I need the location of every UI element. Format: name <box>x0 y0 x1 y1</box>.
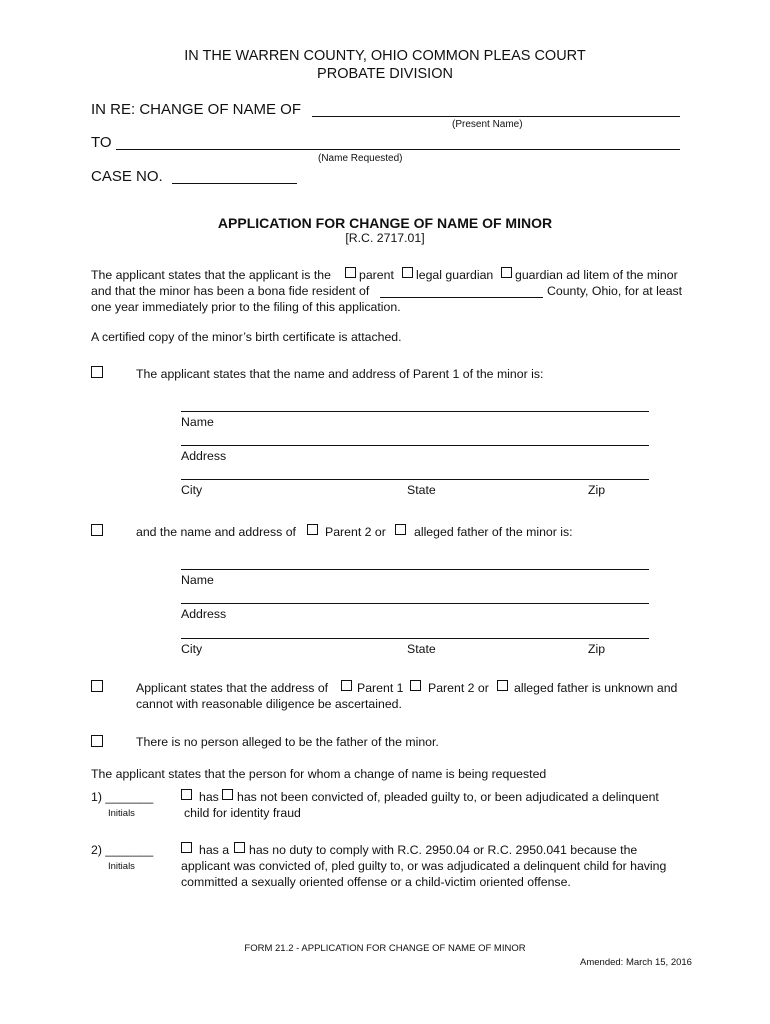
alleged-father-option-label: alleged father of the minor is: <box>414 525 573 539</box>
parent1-checkbox[interactable] <box>91 366 103 378</box>
unknown-parent1-checkbox[interactable] <box>341 680 352 691</box>
parent1-city-label: City <box>181 483 203 497</box>
item2-line2: applicant was convicted of, pled guilty to, or was adjudicated a delinquent child for having <box>181 859 667 873</box>
guardian-ad-litem-option-label: guardian ad litem of the minor <box>515 268 678 282</box>
intro-line1: The applicant states that the applicant is the <box>91 268 331 282</box>
no-father-checkbox[interactable] <box>91 735 103 747</box>
item1-has-label: has <box>199 790 219 804</box>
parent1-address-field[interactable] <box>181 445 649 446</box>
item1-initials-label: Initials <box>108 808 135 819</box>
item2-has-no-checkbox[interactable] <box>234 842 245 853</box>
legal-guardian-checkbox[interactable] <box>402 267 413 278</box>
document-title: APPLICATION FOR CHANGE OF NAME OF MINOR <box>217 215 553 231</box>
item2-initials-field[interactable]: 2) _______ <box>91 843 154 857</box>
parent1-state-label: State <box>407 483 436 497</box>
unknown-alleged-father-label: alleged father is unknown and <box>514 681 678 695</box>
item1-initials-field[interactable]: 1) _______ <box>91 790 154 804</box>
division-heading: PROBATE DIVISION <box>317 66 453 82</box>
parent2-city-state-zip-field[interactable] <box>181 638 649 639</box>
parent2-name-label: Name <box>181 573 214 587</box>
person-statement: The applicant states that the person for whom a change of name is being requested <box>91 767 547 781</box>
present-name-field[interactable] <box>312 116 680 117</box>
case-no-field[interactable] <box>172 183 297 184</box>
item1-line1: has not been convicted of, pleaded guilty to, or been adjudicated a delinquent <box>237 790 659 804</box>
parent2-address-label: Address <box>181 607 227 621</box>
intro-line3: one year immediately prior to the filing of this application. <box>91 300 401 314</box>
parent2-address-field[interactable] <box>181 603 649 604</box>
no-father-statement: There is no person alleged to be the father of the minor. <box>136 735 439 749</box>
to-label: TO <box>91 134 112 151</box>
item1-line2: child for identity fraud <box>184 806 301 820</box>
unknown-parent1-label: Parent 1 <box>357 681 404 695</box>
statute-reference: [R.C. 2717.01] <box>345 231 425 245</box>
item2-initials-label: Initials <box>108 861 135 872</box>
unknown-address-line1: Applicant states that the address of <box>136 681 329 695</box>
unknown-address-line2: cannot with reasonable diligence be ascertained. <box>136 697 402 711</box>
unknown-parent2-checkbox[interactable] <box>410 680 421 691</box>
birth-certificate-statement: A certified copy of the minor’s birth certificate is attached. <box>91 330 402 344</box>
unknown-address-checkbox[interactable] <box>91 680 103 692</box>
item1-has-not-checkbox[interactable] <box>222 789 233 800</box>
present-name-hint: (Present Name) <box>452 119 523 130</box>
parent2-name-field[interactable] <box>181 569 649 570</box>
parent1-city-state-zip-field[interactable] <box>181 479 649 480</box>
parent1-address-label: Address <box>181 449 227 463</box>
item2-has-checkbox[interactable] <box>181 842 192 853</box>
in-re-label: IN RE: CHANGE OF NAME OF <box>91 101 302 118</box>
parent2-zip-label: Zip <box>588 642 606 656</box>
parent2-option-label: Parent 2 or <box>325 525 386 539</box>
legal-guardian-option-label: legal guardian <box>416 268 494 282</box>
parent-checkbox[interactable] <box>345 267 356 278</box>
parent2-state-label: State <box>407 642 436 656</box>
name-requested-field[interactable] <box>116 149 680 150</box>
parent1-zip-label: Zip <box>588 483 606 497</box>
unknown-parent2-label: Parent 2 or <box>428 681 489 695</box>
parent2-checkbox[interactable] <box>91 524 103 536</box>
item1-has-checkbox[interactable] <box>181 789 192 800</box>
parent1-statement: The applicant states that the name and address of Parent 1 of the minor is: <box>136 367 544 381</box>
footer-amended-date: Amended: March 15, 2016 <box>580 957 692 968</box>
court-heading: IN THE WARREN COUNTY, OHIO COMMON PLEAS COURT <box>184 48 586 64</box>
intro-line2: and that the minor has been a bona fide resident of <box>91 284 370 298</box>
parent2-option-checkbox[interactable] <box>307 524 318 535</box>
unknown-alleged-father-checkbox[interactable] <box>497 680 508 691</box>
guardian-ad-litem-checkbox[interactable] <box>501 267 512 278</box>
parent1-name-field[interactable] <box>181 411 649 412</box>
name-requested-hint: (Name Requested) <box>318 153 403 164</box>
parent2-statement: and the name and address of <box>136 525 296 539</box>
footer-form-label: FORM 21.2 - APPLICATION FOR CHANGE OF NAME OF MINOR <box>244 943 526 954</box>
parent-option-label: parent <box>359 268 394 282</box>
alleged-father-checkbox[interactable] <box>395 524 406 535</box>
item2-line3: committed a sexually oriented offense or a child-victim oriented offense. <box>181 875 571 889</box>
item2-has-a-label: has a <box>199 843 230 857</box>
parent1-name-label: Name <box>181 415 214 429</box>
item2-line1: has no duty to comply with R.C. 2950.04 or R.C. 2950.041 because the <box>249 843 638 857</box>
case-no-label: CASE NO. <box>91 168 163 185</box>
intro-line2-end: County, Ohio, for at least <box>547 284 683 298</box>
parent2-city-label: City <box>181 642 203 656</box>
county-field[interactable] <box>380 297 543 298</box>
